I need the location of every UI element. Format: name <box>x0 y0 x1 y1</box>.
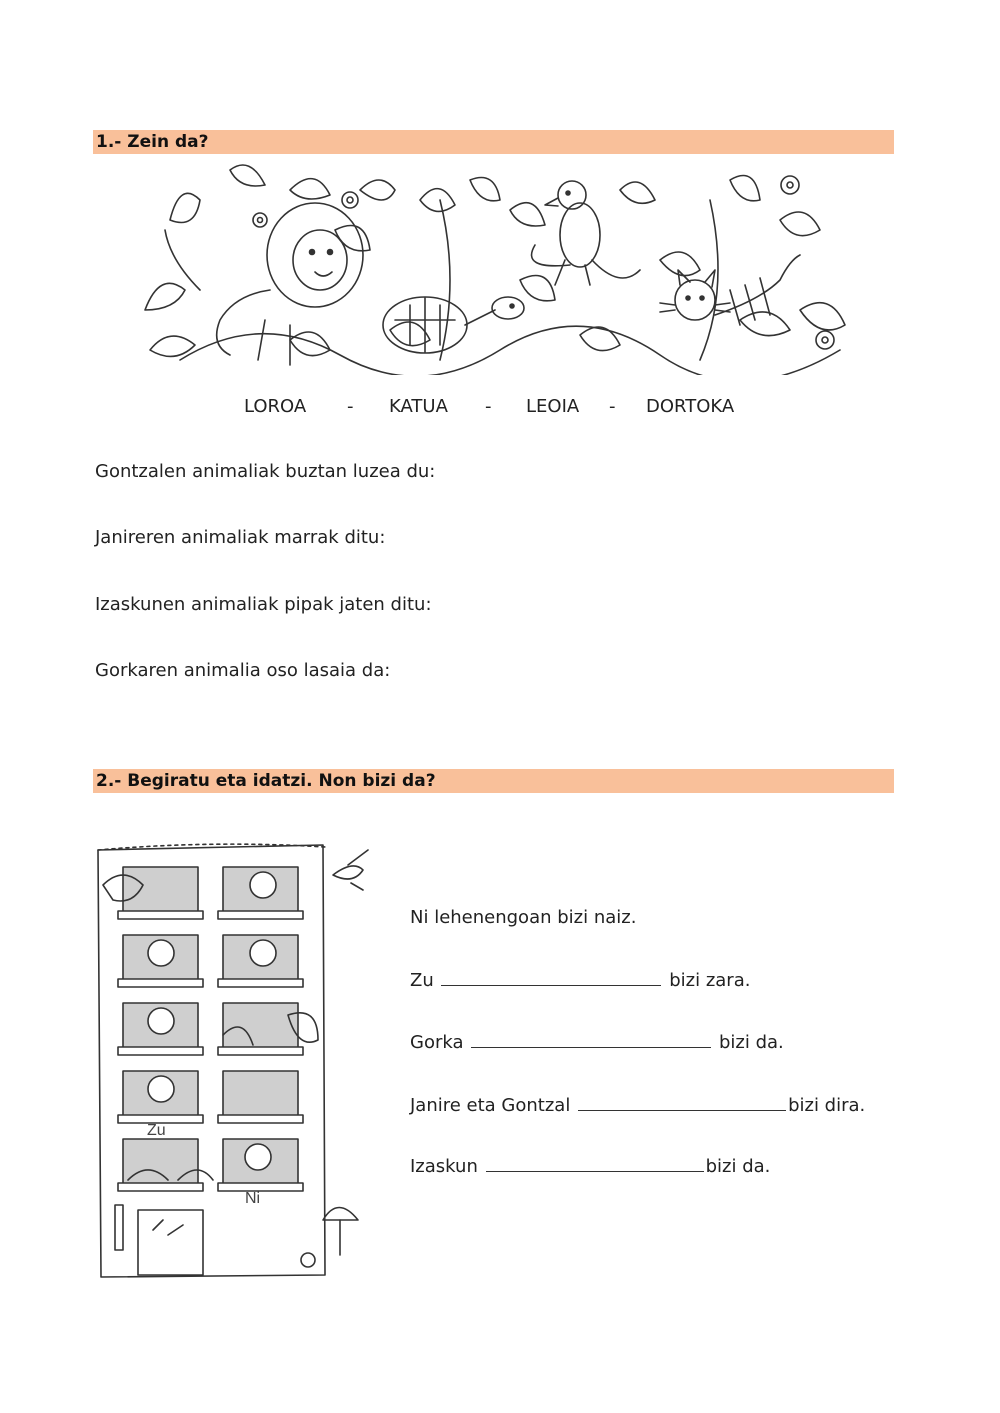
sentence-ending: bizi da. <box>718 1032 784 1053</box>
word-bank-loroa: LOROA <box>244 396 307 417</box>
answer-blank[interactable] <box>441 967 661 986</box>
building-label-zu: Zu <box>147 1122 166 1139</box>
apartment-building-illustration <box>93 835 393 1285</box>
sentence-zu <box>410 967 750 993</box>
question-gontzal: Gontzalen animaliak buztan luzea du: <box>95 461 436 482</box>
question-gorka: Gorkaren animalia oso lasaia da: <box>95 660 391 681</box>
word-bank-separator: - <box>347 396 354 417</box>
word-bank-katua: KATUA <box>389 396 448 417</box>
question-izaskun: Izaskunen animaliak pipak jaten ditu: <box>95 594 432 615</box>
word-bank-separator: - <box>609 396 616 417</box>
section-1-title: 1.- Zein da? <box>93 130 894 154</box>
sentence-ending: bizi da. <box>705 1156 771 1177</box>
word-bank-separator: - <box>485 396 492 417</box>
sentence-subject: Janire eta Gontzal <box>410 1095 571 1116</box>
building-label-ni: Ni <box>245 1190 261 1207</box>
sentence-ending: bizi dira. <box>788 1095 866 1116</box>
sentence-subject: Gorka <box>410 1032 464 1053</box>
answer-blank[interactable] <box>486 1153 704 1172</box>
section-2-title: 2.- Begiratu eta idatzi. Non bizi da? <box>93 769 894 793</box>
word-bank-dortoka: DORTOKA <box>646 396 735 417</box>
sentence-izaskun <box>410 1153 770 1179</box>
sentence-gorka <box>410 1029 784 1055</box>
example-sentence: Ni lehenengoan bizi naiz. <box>410 907 637 928</box>
answer-blank[interactable] <box>578 1092 786 1111</box>
sentence-subject: Izaskun <box>410 1156 478 1177</box>
answer-blank[interactable] <box>471 1029 711 1048</box>
jungle-animals-illustration <box>140 160 850 375</box>
word-bank-leoia: LEOIA <box>526 396 580 417</box>
sentence-subject: Zu <box>410 970 434 991</box>
sentence-ending: bizi zara. <box>669 970 751 991</box>
sentence-janire-gontzal <box>410 1092 865 1118</box>
question-janire: Janireren animaliak marrak ditu: <box>95 527 386 548</box>
